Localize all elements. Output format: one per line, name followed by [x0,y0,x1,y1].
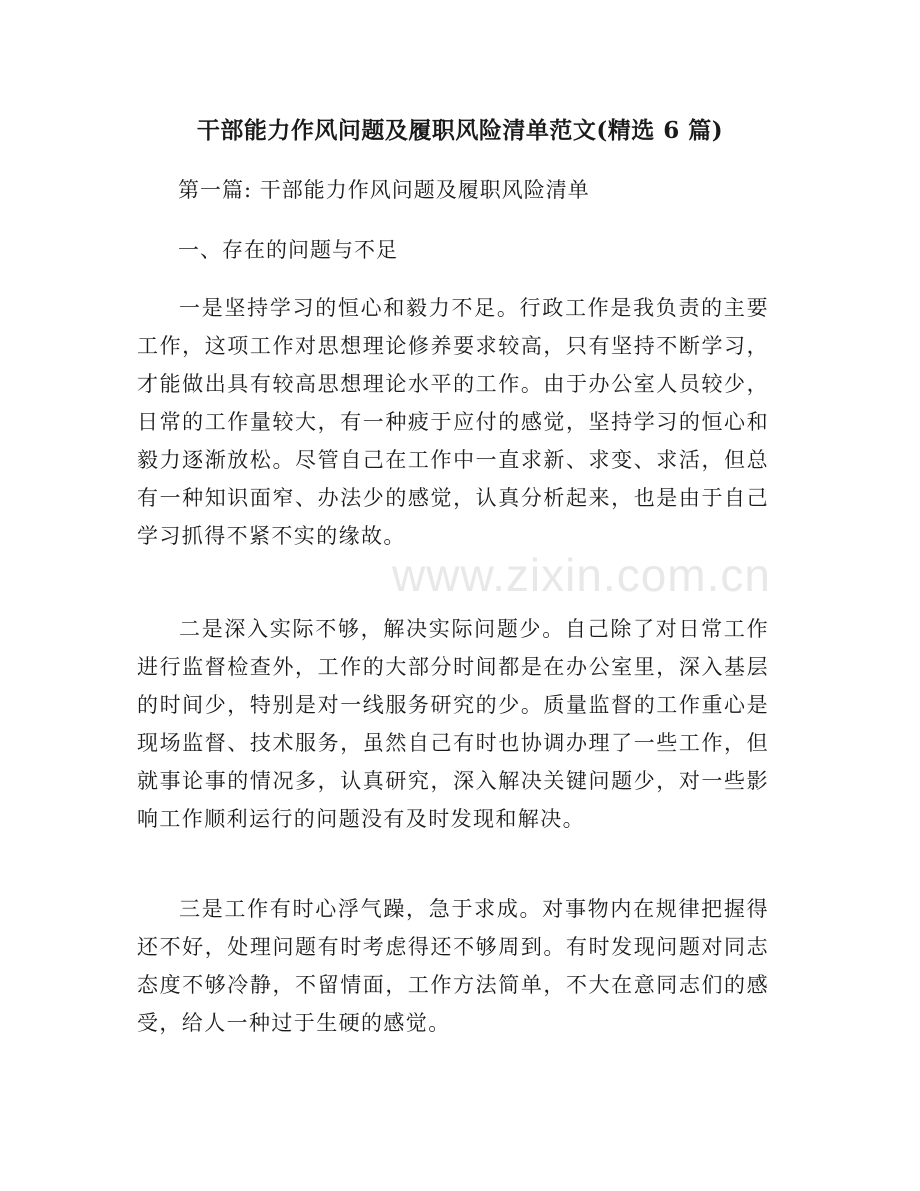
subsection-title: 一、存在的问题与不足 [178,238,398,262]
paragraph-3: 三是工作有时心浮气躁，急于求成。对事物内在规律把握得还不好，处理问题有时考虑得还不够周到。有时发现问题对同志态度不够冷静，不留情面，工作方法简单，不大在意同志们的感受，给人一种过于生硬的感觉。 [137,897,769,1035]
section-title: 第一篇: 干部能力作风问题及履职风险清单 [178,178,590,202]
paragraph-1: 一是坚持学习的恒心和毅力不足。行政工作是我负责的主要工作，这项工作对思想理论修养要求较高，只有坚持不断学习，才能做出具有较高思想理论水平的工作。由于办公室人员较少，日常的工作量较大，有一种疲于应付的感觉，坚持学习的恒心和毅力逐渐放松。尽管自己在工作中一直求新、求变、求活，但总有一种知识面窄、办法少的感觉，认真分析起来，也是由于自己学习抓得不紧不实的缘故。 [137,296,769,548]
watermark: www.zixin.com.cn [392,549,771,601]
document-title: 干部能力作风问题及履职风险清单范文(精选 6 篇) [196,117,724,144]
paragraph-2: 二是深入实际不够，解决实际问题少。自己除了对日常工作进行监督检查外，工作的大部分时间都是在办公室里，深入基层的时间少，特别是对一线服务研究的少。质量监督的工作重心是现场监督、技术服务，虽然自己有时也协调办理了一些工作，但就事论事的情况多，认真研究，深入解决关键问题少，对一些影响工作顺利运行的问题没有及时发现和解决。 [137,617,769,831]
